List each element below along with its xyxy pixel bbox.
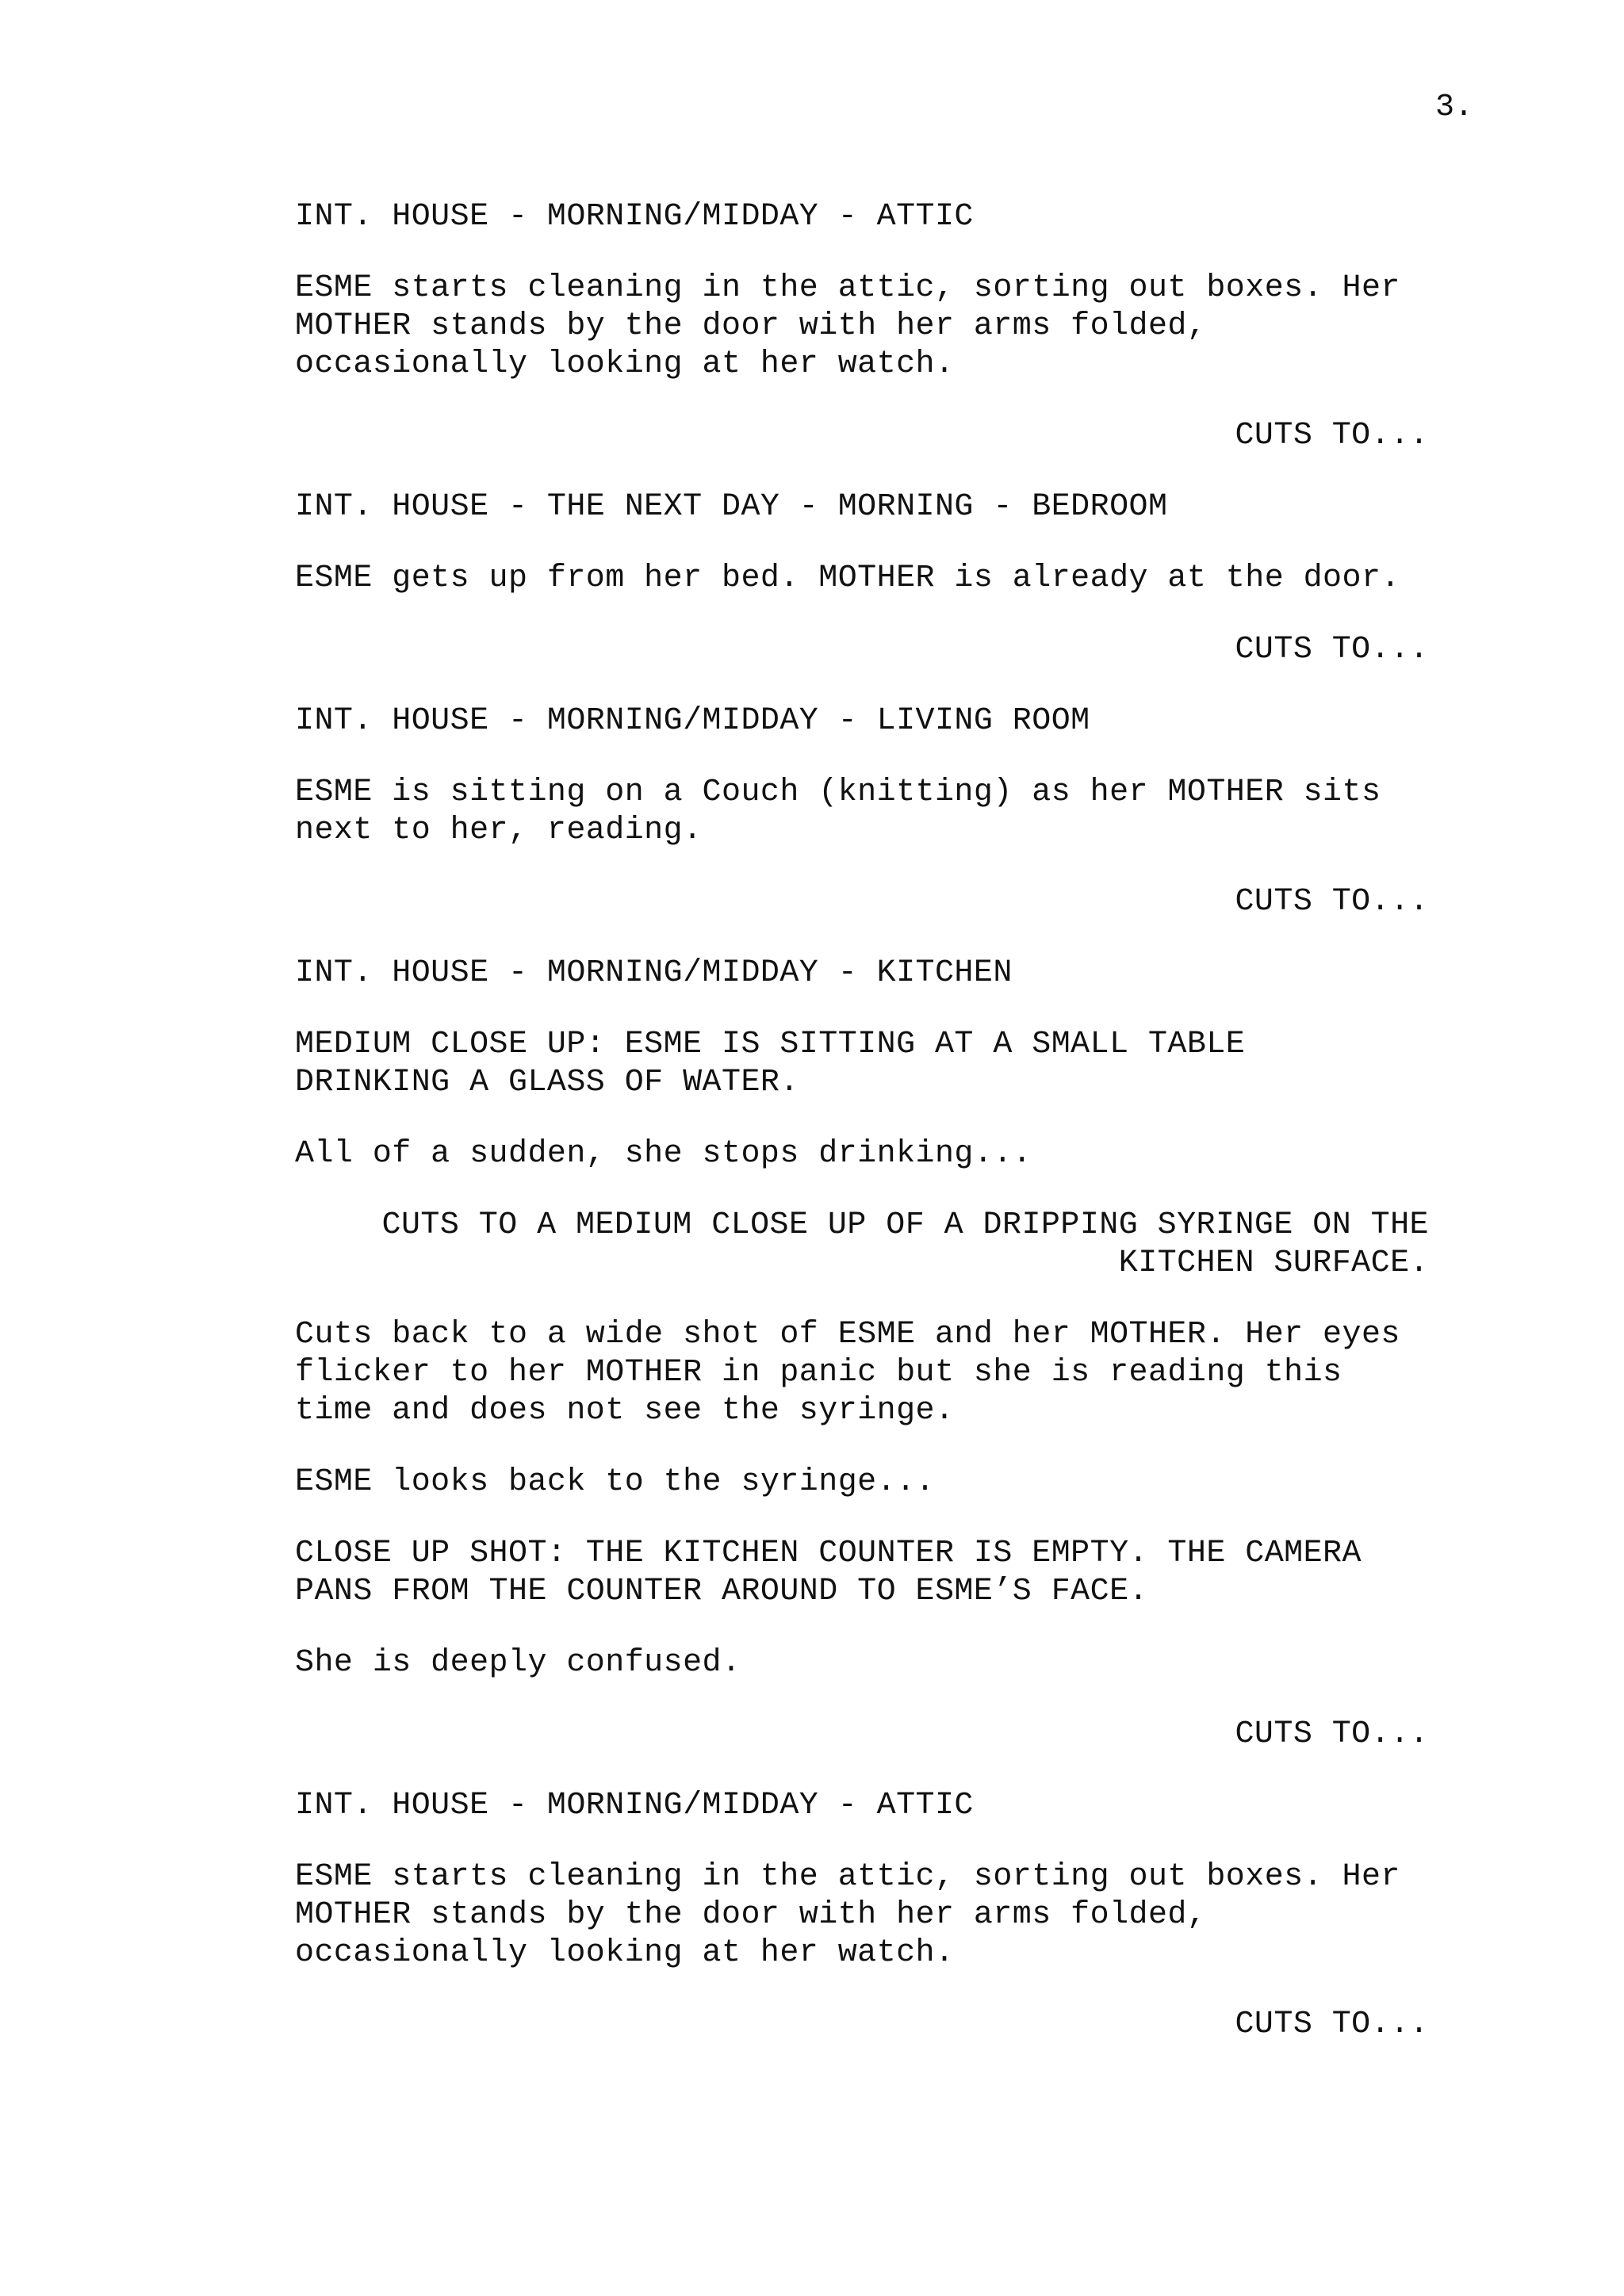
action-bedroom: ESME gets up from her bed. MOTHER is already at the door. [295, 561, 1400, 596]
action-close-up-counter: CLOSE UP SHOT: THE KITCHEN COUNTER IS EMPTY. THE CAMERA PANS FROM THE COUNTER AROUND TO ESME’S FACE. [295, 1536, 1362, 1609]
transition-cuts-to-2: CUTS TO... [1235, 632, 1429, 668]
action-stops-drinking: All of a sudden, she stops drinking... [295, 1136, 1032, 1172]
action-confused: She is deeply confused. [295, 1645, 741, 1681]
action-medium-close-up: MEDIUM CLOSE UP: ESME IS SITTING AT A SMALL TABLE DRINKING A GLASS OF WATER. [295, 1027, 1246, 1100]
scene-heading-kitchen: INT. HOUSE - MORNING/MIDDAY - KITCHEN [295, 955, 1013, 991]
action-attic-cleaning-2: ESME starts cleaning in the attic, sorting out boxes. Her MOTHER stands by the door with her arms folded, occasionally looking at her watch. [295, 1859, 1400, 1971]
transition-syringe-close-up: CUTS TO A MEDIUM CLOSE UP OF A DRIPPING SYRINGE ON THE KITCHEN SURFACE. [381, 1207, 1429, 1281]
action-wide-shot: Cuts back to a wide shot of ESME and her MOTHER. Her eyes flicker to her MOTHER in panic but she is reading this time and does not see the syringe. [295, 1317, 1400, 1429]
transition-cuts-to-4: CUTS TO... [1235, 1716, 1429, 1752]
script-body [295, 198, 1429, 2077]
transition-cuts-to-3: CUTS TO... [1235, 884, 1429, 920]
page-number: 3. [1434, 90, 1473, 125]
scene-heading-attic-1: INT. HOUSE - MORNING/MIDDAY - ATTIC [295, 199, 974, 235]
scene-heading-bedroom: INT. HOUSE - THE NEXT DAY - MORNING - BEDROOM [295, 489, 1168, 525]
scene-heading-attic-2: INT. HOUSE - MORNING/MIDDAY - ATTIC [295, 1788, 974, 1823]
action-looks-back: ESME looks back to the syringe... [295, 1464, 935, 1500]
action-living-room: ESME is sitting on a Couch (knitting) as her MOTHER sits next to her, reading. [295, 775, 1381, 848]
scene-heading-living-room: INT. HOUSE - MORNING/MIDDAY - LIVING ROOM [295, 703, 1090, 739]
action-attic-cleaning-1: ESME starts cleaning in the attic, sorting out boxes. Her MOTHER stands by the door with her arms folded, occasionally looking at her watch. [295, 270, 1400, 382]
transition-cuts-to-5: CUTS TO... [1235, 2007, 1429, 2042]
transition-cuts-to-1: CUTS TO... [1235, 418, 1429, 453]
